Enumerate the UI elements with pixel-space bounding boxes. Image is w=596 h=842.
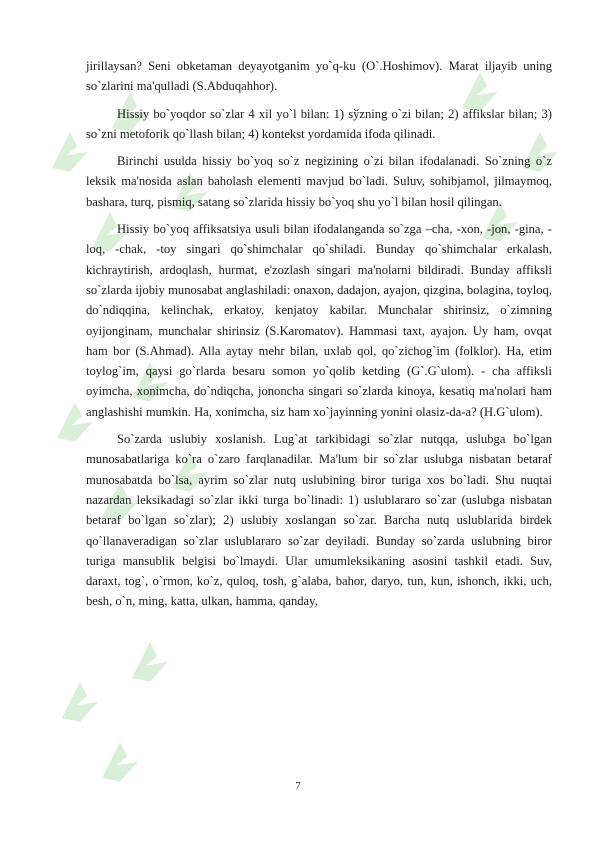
document-body (86, 56, 552, 619)
paragraph-3: Birinchi usulda hissiy bo`yoq so`z negizining o`zi bilan ifodalanadi. So`zning o`z leksik ma'nosida aslan baholash elementi mavjud bo`ladi. Suluv, sohibjamol, jilmaymoq, bashara, turq, pismiq, satang so`zlarida hissiy bo`yoq shu yo`l bilan hosil qilingan. (86, 154, 552, 209)
paragraph-4: Hissiy bo`yoq affiksatsiya usuli bilan ifodalanganda so`zga –cha, -xon, -jon, -gina, -loq, -chak, -toy singari qo`shimchalar qo`shiladi. Bunday qo`shimchalar erkalash, kichraytirish, ardoqlash, hurmat, e'zozlash singari ma'nolarni bildiradi. Bunday affiksli so`zlarda ijobiy munosabat anglashiladi: onaxon, dadajon, ayajon, qizgina, bolagina, toyloq, do`ndiqqina, kelinchak, erkatoy, kenjatoy kabilar. Munchalar shirinsiz, o`zimning oyijonginam, munchalar shirinsiz (S.Karomatov). Hammasi taxt, ayajon. Uy ham, ovqat ham bor (S.Ahmad). Alla aytay mehr bilan, uxlab qol, qo`zichog`im (folklor). Ha, etim toylog`im, qaysi go`rlarda besaru somon yo`qolib ketding (G`.G`ulom). - cha affiksli oyimcha, xonimcha, do`ndiqcha, jononcha singari so`zlarda kinoya, kesatiq ma'nolari ham anglashishi mumkin. Ha, xonimcha, siz ham xo`jayinning yonini olasiz-da-a? (H.G`ulom). (86, 222, 552, 419)
watermark-arrow-icon (102, 742, 138, 782)
paragraph-1: jirillaysan? Seni obketaman deyayotganim yo`q-ku (O`.Hoshimov). Marat iljayib uning so`zlarini ma'qulladi (S.Abduqahhor). (86, 59, 552, 94)
page-number: 7 (295, 780, 301, 792)
paragraph-5: So`zarda uslubiy xoslanish. Lug`at tarkibidagi so`zlar nutqqa, uslubga bo`lgan munosabatlariga ko`ra o`zaro farqlanadilar. Ma'lum bir so`zlar uslubga nisbatan betaraf munosabatda bo`lsa, ayrim so`zlar nutq uslubining biror turiga xos bo`ladi. Shu nuqtai nazardan leksikadagi so`zlar ikki turga bo`linadi: 1) uslublararo so`zar (uslubga nisbatan betaraf bo`lgan so`zlar); 2) uslubiy xoslangan so`zar. Barcha nutq uslublarida birdek qo`llanaveradigan so`zlar uslublararo so`zar deyiladi. Bunday so`zarda uslubning biror turiga mansublik belgisi bo`lmaydi. Ular umumleksikaning asosini tashkil etadi. Suv, daraxt, tog`, o`rmon, ko`z, quloq, tosh, g`alaba, bahor, daryo, tun, kun, ishonch, ikki, uch, besh, o`n, ming, katta, ulkan, hamma, qanday, (86, 432, 552, 609)
watermark-arrow-icon (132, 642, 168, 682)
paragraph-2: Hissiy bo`yoqdor so`zlar 4 xil yo`l bilan: 1) sўzning o`zi bilan; 2) affikslar bilan; 3) so`zni metoforik qo`llash bilan; 4) kontekst yordamida ifoda qilinadi. (86, 106, 552, 141)
watermark-arrow-icon (52, 132, 88, 172)
watermark-arrow-icon (62, 682, 98, 722)
